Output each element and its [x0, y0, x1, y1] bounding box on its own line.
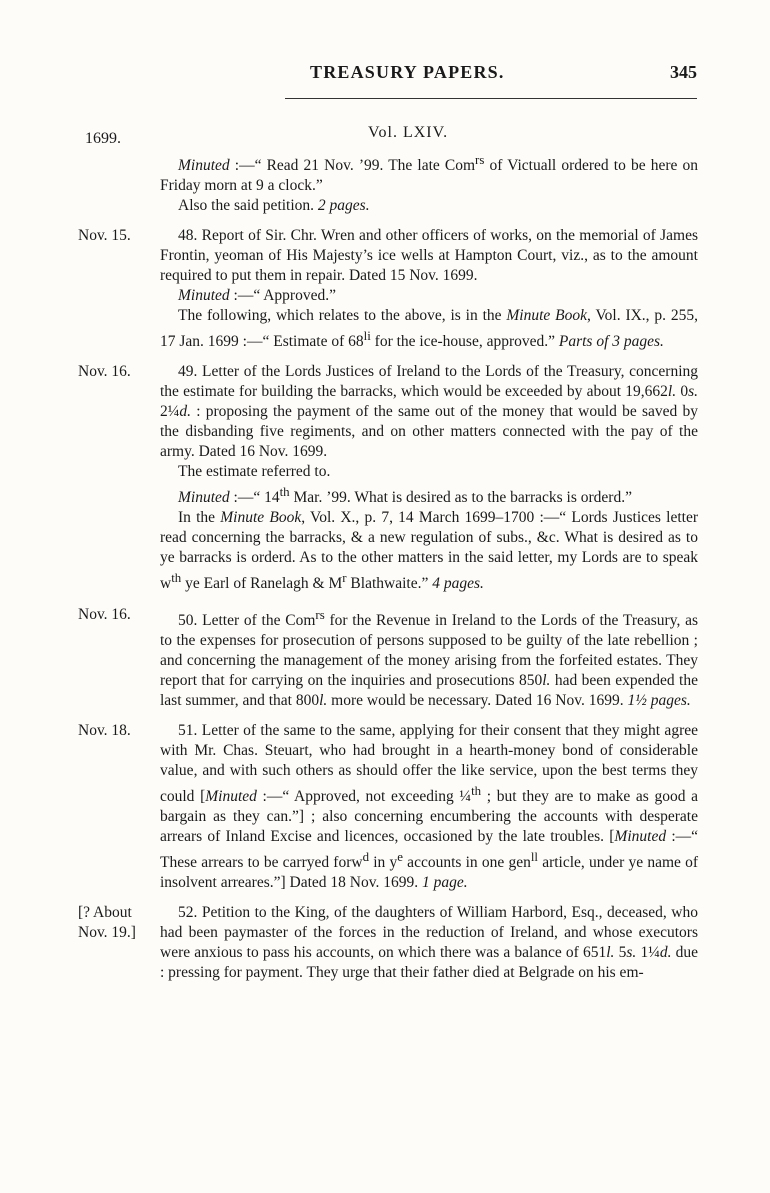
entry [0, 721, 770, 893]
entry-paragraph: The following, which relates to the above, is in the Minute Book, Vol. IX., p. 255, 17 Jan. 1699 :—“ Estimate of $68^{li}$ for the ice-house, approved.” Parts of 3 pages. [160, 307, 699, 351]
header-rule [285, 98, 697, 99]
entry-paragraph: Minuted :—“ 14th Mar. ’99. What is desired as to the barracks is orderd.” [178, 484, 632, 507]
entry-list [0, 150, 770, 983]
entry-body [160, 903, 698, 983]
margin-date: Nov. 16. [78, 605, 131, 623]
entry-body [160, 721, 698, 893]
entry-paragraph: 48. Report of Sir. Chr. Wren and other officers of works, on the memorial of James Frontin, yeoman of His Majesty’s ice wells at Hampton Court, viz., as to the amount required to put them in repair. Dated 15 Nov. 1699. [160, 227, 698, 285]
page-header [0, 62, 770, 92]
margin-date: [? About Nov. 19.] [78, 904, 136, 942]
entry-paragraph: 52. Petition to the King, of the daughters of William Harbord, Esq., deceased, who had been paymaster of the forces in the reduction of Ireland, and whose executors were anxious to pass his accounts, on which there was a balance of 651l. 5s. 1¼d. due : pressing for payment. They urge that their father died at Belgrade on his em- [160, 904, 698, 982]
entry-paragraph: 51. Letter of the same to the same, applying for their consent that they might agree with Mr. Chas. Steuart, who had brought in a hearth-money bond of considerable value, and with such others as should offer the like service, upon the best terms they could [Minuted :—“ Approved, not exceeding ¼$^{th}$ ; but they are to make as good a bargain as they can.”] ; also concerning encumbering the accounts with desperate arrears of Inland Excise and licences, occasioned by the late troubles. [Minuted :—“ These arrears to be carryed forw$^d$ in $y^e$ accounts in one gen$^{ll}$ article, under ye name of insolvent arreares.”] Dated 18 Nov. 1699. 1 page. [160, 721, 699, 892]
margin-date: Nov. 15. [78, 227, 131, 245]
running-title: TREASURY PAPERS. [310, 62, 505, 82]
entry [0, 605, 770, 711]
margin-year: 1699. [85, 130, 121, 147]
volume-label: Vol. LXIV. [368, 124, 449, 141]
entry-paragraph: 50. Letter of the Com$^{rs}$ for the Revenue in Ireland to the Lords of the Treasury, as to the expenses for prosecution of persons supposed to be guilty of the late rebellion ; and concerning the management of the money arising from the forfeited estates. They report that for carrying on the inquiries and prosecutions 850l. had been expended the last summer, and that 800l. more would be necessary. Dated 16 Nov. 1699. 1½ pages. [160, 606, 698, 709]
entry [0, 362, 770, 594]
entry [0, 150, 770, 216]
entry-paragraph: Minuted :—“ Read 21 Nov. ’99. The late Com$^{rs}$ of Victuall ordered to be here on Friday morn at 9 a clock.” [160, 152, 698, 195]
margin-date: Nov. 16. [78, 363, 131, 381]
entry-paragraph: 49. Letter of the Lords Justices of Ireland to the Lords of the Treasury, concerning the estimate for building the barracks, which would be exceeded by about 19,662l. 0s. 2¼d. : proposing the payment of the same out of the money that would be saved by the disbanding five regiments, and on other matters connected with the pay of the army. Dated 16 Nov. 1699. [160, 363, 698, 461]
entry-paragraph: In the Minute Book, Vol. X., p. 7, 14 March 1699–1700 :—“ Lords Justices letter read concerning the barracks, & a new regulation of subs., &c. What is desired as to ye barracks is orderd. As to the other matters in the said letter, my Lords are to speak $w^{th}$ ye Earl of Ranelagh & $M^r$ Blathwaite.” 4 pages. [160, 509, 698, 593]
page-number: 345 [670, 62, 697, 82]
volume-row [0, 124, 770, 150]
entry-body [160, 150, 698, 216]
entry [0, 226, 770, 352]
entry-body [160, 362, 698, 594]
entry [0, 903, 770, 983]
entry-body [160, 605, 698, 711]
entry-body [160, 226, 698, 352]
entry-paragraph: Also the said petition. 2 pages. [178, 197, 370, 215]
page-content [0, 124, 770, 993]
margin-date: Nov. 18. [78, 721, 131, 739]
entry-paragraph: The estimate referred to. [178, 463, 331, 481]
entry-paragraph: Minuted :—“ Approved.” [178, 287, 336, 305]
